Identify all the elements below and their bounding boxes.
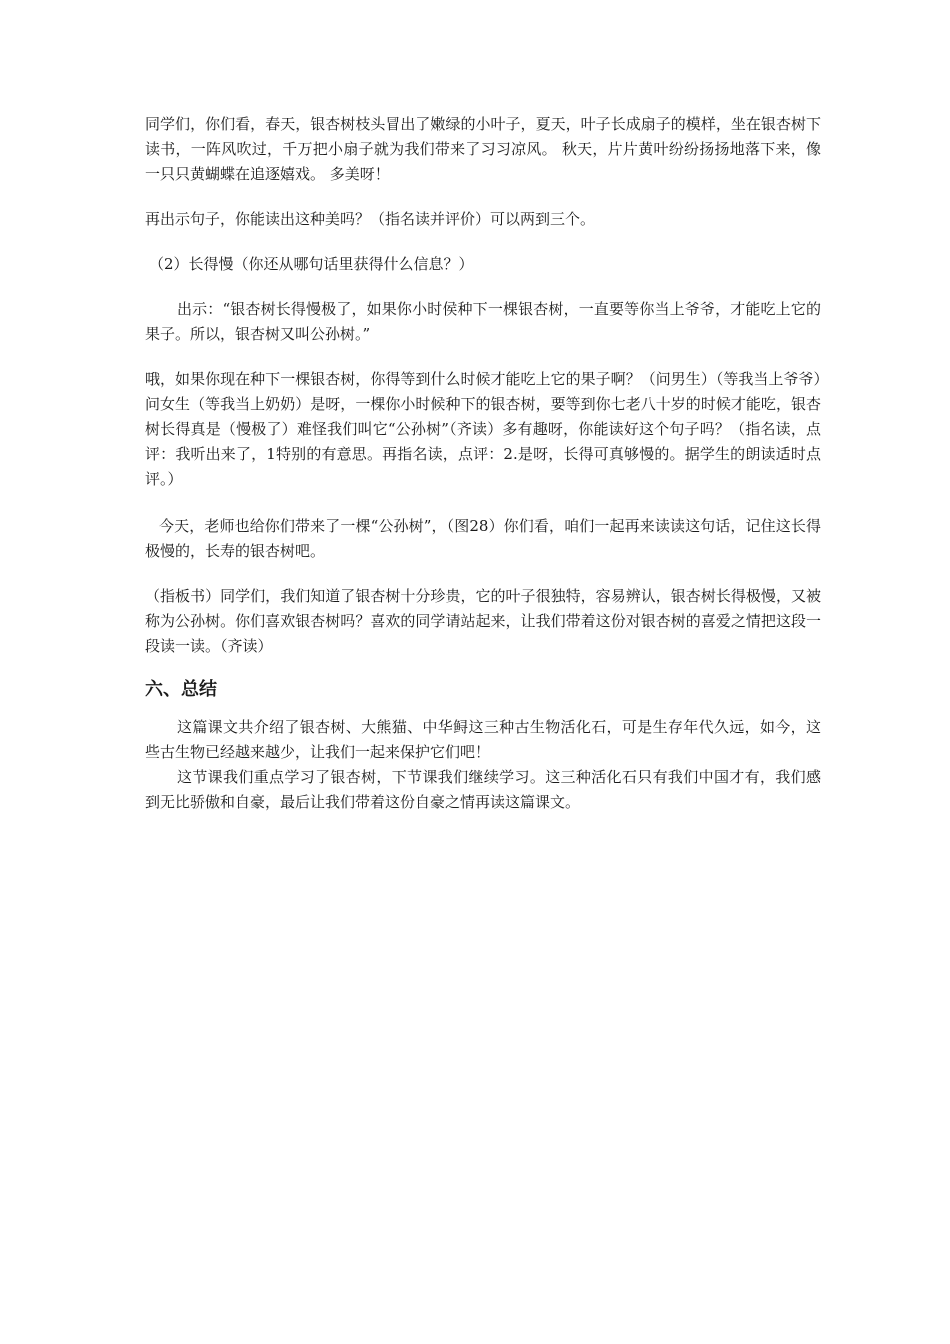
section-heading-summary: 六、总结 — [145, 679, 217, 700]
paragraph-gongsun-tree: 今天，老师也给你们带来了一棵“公孙树”，（图28）你们看，咱们一起再来读读这句话，记住这长得极慢的，长寿的银杏树吧。 — [145, 517, 821, 560]
paragraph-planting-question: 哦，如果你现在种下一棵银杏树，你得等到什么时候才能吃上它的果子啊？（问男生）（等我当上爷爷）问女生（等我当上奶奶）是呀，一棵你小时候种下的银杏树，要等到你七老八十岁的时候才能吃，银杏树长得真是（慢极了）难怪我们叫它“公孙树”（齐读）多有趣呀，你能读好这个句子吗？（指名读，点评：我听出来了，1特别的有意思。再指名读，点评：2.是呀，长得可真够慢的。据学生的朗读适时点评。） — [145, 370, 821, 488]
document-page — [145, 112, 821, 815]
paragraph-quote-sentence: 出示：“银杏树长得慢极了，如果你小时侯种下一棵银杏树，一直要等你当上爷爷，才能吃上它的果子。所以，银杏树又叫公孙树。” — [145, 300, 821, 343]
paragraph-summary-1: 这篇课文共介绍了银杏树、大熊猫、中华鲟这三种古生物活化石，可是生存年代久远，如今，这些古生物已经越来越少，让我们一起来保护它们吧！ — [145, 718, 821, 761]
paragraph-blackboard-summary: （指板书）同学们，我们知道了银杏树十分珍贵，它的叶子很独特，容易辨认，银杏树长得极慢，又被称为公孙树。你们喜欢银杏树吗？喜欢的同学请站起来，让我们带着这份对银杏树的喜爱之情把这段一段读一读。（齐读） — [145, 587, 821, 655]
paragraph-summary-2: 这节课我们重点学习了银杏树，下节课我们继续学习。这三种活化石只有我们中国才有，我们感到无比骄傲和自豪，最后让我们带着这份自豪之情再读这篇课文。 — [145, 768, 821, 811]
paragraph-show-sentence: 再出示句子，你能读出这种美吗？（指名读并评价）可以两到三个。 — [145, 210, 596, 228]
paragraph-ginkgo-seasons: 同学们，你们看，春天，银杏树枝头冒出了嫩绿的小叶子，夏天，叶子长成扇子的模样，坐在银杏树下读书，一阵风吹过，千万把小扇子就为我们带来了习习凉风。 秋天，片片黄叶纷纷扬扬地落下来，像一只只黄蝴蝶在追逐嬉戏。 多美呀！ — [145, 115, 821, 183]
paragraph-grows-slowly: （2）长得慢（你还从哪句话里获得什么信息？） — [149, 255, 474, 273]
